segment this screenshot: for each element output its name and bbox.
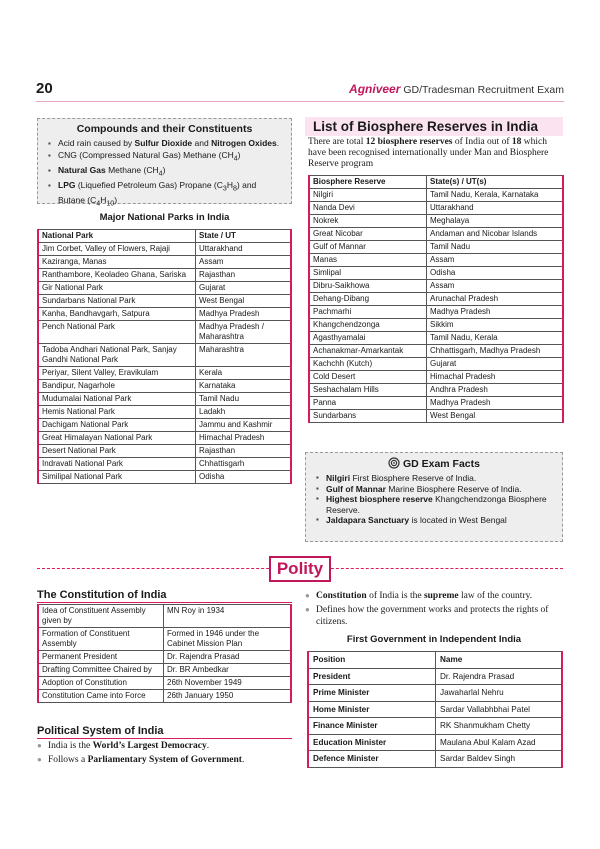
biosphere-title: List of Biosphere Reserves in India xyxy=(305,117,563,136)
table-cell: Rajasthan xyxy=(196,269,292,282)
table-row xyxy=(309,358,563,371)
table-cell: Formation of Constituent Assembly xyxy=(38,628,164,651)
table-cell: Dr. BR Ambedkar xyxy=(164,664,292,677)
table-cell: Prime Minister xyxy=(308,685,436,702)
table-cell: Gujarat xyxy=(427,358,564,371)
table-cell: Nokrek xyxy=(309,215,427,228)
table-cell: West Bengal xyxy=(196,295,292,308)
table-cell: President xyxy=(308,668,436,685)
table-cell: 26th November 1949 xyxy=(164,677,292,690)
table-cell: Sardar Baldev Singh xyxy=(436,751,563,768)
biosphere-intro: There are total 12 biosphere reserves of India out of 18 which have been recognised internationally under Man and Biosphere Reserve program xyxy=(308,137,549,169)
table-row xyxy=(38,677,291,690)
table-cell: Jammu and Kashmir xyxy=(196,419,292,432)
table-cell: Bandipur, Nagarhole xyxy=(38,380,196,393)
table-row xyxy=(38,256,291,269)
table-cell: Tamil Nadu xyxy=(196,393,292,406)
list-item: ▪ LPG (Liquefied Petroleum Gas) Propane $(C_3H_8)$ and Butane $(C_4H_{10})$ xyxy=(58,180,283,210)
table-cell: Mudumalai National Park xyxy=(38,393,196,406)
compounds-title: Compounds and their Constituents xyxy=(76,123,253,135)
table-cell: Himachal Pradesh xyxy=(427,371,564,384)
list-item: ▪ Highest biosphere reserve Khangchendzonga Biosphere Reserve. xyxy=(326,494,554,515)
table-cell: Adoption of Constitution xyxy=(38,677,164,690)
table-cell: RK Shanmukham Chetty xyxy=(436,718,563,735)
table-cell: Madhya Pradesh xyxy=(427,397,564,410)
table-cell: Uttarakhand xyxy=(196,243,292,256)
list-item: ▪ Nilgiri First Biosphere Reserve of India. xyxy=(326,473,554,484)
table-cell: Tadoba Andhari National Park, Sanjay Gandhi National Park xyxy=(38,344,196,367)
table-row xyxy=(38,282,291,295)
table-cell: Pachmarhi xyxy=(309,306,427,319)
list-item: ● Follows a Parliamentary System of Government. xyxy=(37,753,297,767)
list-item: ▪ Acid rain caused by Sulfur Dioxide and Nitrogen Oxides. xyxy=(58,138,283,150)
table-cell: Defence Minister xyxy=(308,751,436,768)
table-cell: Kanha, Bandhavgarh, Satpura xyxy=(38,308,196,321)
table-row xyxy=(309,202,563,215)
table-cell: Meghalaya xyxy=(427,215,564,228)
table-cell: Seshachalam Hills xyxy=(309,384,427,397)
table-cell: West Bengal xyxy=(427,410,564,423)
table-cell: Constitution Came into Force xyxy=(38,690,164,703)
table-cell: Odisha xyxy=(196,471,292,484)
table-row xyxy=(309,384,563,397)
table-row xyxy=(38,605,291,628)
first-government-title: First Government in Independent India xyxy=(346,634,522,645)
table-row xyxy=(309,241,563,254)
column-header: Biosphere Reserve xyxy=(309,176,427,189)
table-cell: Andhra Pradesh xyxy=(427,384,564,397)
table-cell: Dr. Rajendra Prasad xyxy=(436,668,563,685)
compounds-list xyxy=(46,138,283,210)
constitution-points-list xyxy=(305,590,567,630)
table-row xyxy=(38,380,291,393)
constitution-table xyxy=(37,604,292,703)
table-cell: Maharashtra xyxy=(196,344,292,367)
table-cell: Chhattisgarh, Madhya Pradesh xyxy=(427,345,564,358)
table-header-row xyxy=(308,652,562,669)
column-header: State / UT xyxy=(196,230,292,243)
table-row xyxy=(308,685,562,702)
table-row xyxy=(309,293,563,306)
table-row xyxy=(38,295,291,308)
table-row xyxy=(309,228,563,241)
table-cell: Khangchendzonga xyxy=(309,319,427,332)
table-row xyxy=(308,734,562,751)
list-item: ▪ Jaldapara Sanctuary is located in West Bengal xyxy=(326,515,554,526)
table-cell: Uttarakhand xyxy=(427,202,564,215)
table-cell: Dr. Rajendra Prasad xyxy=(164,651,292,664)
target-icon xyxy=(388,458,400,470)
list-item: ▪ CNG (Compressed Natural Gas) Methane $(CH_4)$ xyxy=(58,150,283,165)
table-row xyxy=(309,319,563,332)
table-cell: Great Nicobar xyxy=(309,228,427,241)
table-cell: Rajasthan xyxy=(196,445,292,458)
table-cell: Dachigam National Park xyxy=(38,419,196,432)
list-item: ● Constitution of India is the supreme law of the country. xyxy=(305,590,567,602)
table-row xyxy=(38,344,291,367)
table-cell: Desert National Park xyxy=(38,445,196,458)
table-cell: Gulf of Mannar xyxy=(309,241,427,254)
table-cell: Formed in 1946 under the Cabinet Mission Plan xyxy=(164,628,292,651)
table-cell: Karnataka xyxy=(196,380,292,393)
constitution-title: The Constitution of India xyxy=(37,589,292,603)
table-cell: Agasthyamalai xyxy=(309,332,427,345)
biosphere-table xyxy=(308,175,564,423)
table-cell: Madhya Pradesh / Maharashtra xyxy=(196,321,292,344)
table-cell: 26th January 1950 xyxy=(164,690,292,703)
table-cell: Jim Corbet, Valley of Flowers, Rajaji xyxy=(38,243,196,256)
table-cell: Madhya Pradesh xyxy=(427,306,564,319)
table-cell: Maulana Abul Kalam Azad xyxy=(436,734,563,751)
table-cell: Sundarbans xyxy=(309,410,427,423)
running-header xyxy=(349,82,564,96)
table-cell: Jawaharlal Nehru xyxy=(436,685,563,702)
table-row xyxy=(309,215,563,228)
table-cell: Arunachal Pradesh xyxy=(427,293,564,306)
table-header-row xyxy=(309,176,563,189)
table-cell: Sundarbans National Park xyxy=(38,295,196,308)
exam-facts-box xyxy=(305,452,563,542)
brand-logo: Agniveer xyxy=(349,82,401,96)
table-row xyxy=(308,668,562,685)
header-divider xyxy=(36,101,564,102)
table-cell: Kaziranga, Manas xyxy=(38,256,196,269)
table-cell: Idea of Constituent Assembly given by xyxy=(38,605,164,628)
table-cell: Kerala xyxy=(196,367,292,380)
table-cell: Kachchh (Kutch) xyxy=(309,358,427,371)
column-header: Position xyxy=(308,652,436,669)
table-cell: Dehang-Dibang xyxy=(309,293,427,306)
table-row xyxy=(38,664,291,677)
table-cell: Assam xyxy=(427,280,564,293)
national-parks-title: Major National Parks in India xyxy=(99,212,230,223)
header-subtitle: GD/Tradesman Recruitment Exam xyxy=(403,84,564,96)
table-row xyxy=(38,269,291,282)
table-cell: Gir National Park xyxy=(38,282,196,295)
table-cell: Ranthambore, Keoladeo Ghana, Sariska xyxy=(38,269,196,282)
table-cell: Indravati National Park xyxy=(38,458,196,471)
table-row xyxy=(309,267,563,280)
exam-facts-title: GD Exam Facts xyxy=(402,458,480,470)
table-cell: Manas xyxy=(309,254,427,267)
political-system-list xyxy=(37,739,297,767)
compounds-box xyxy=(37,118,292,208)
table-row xyxy=(309,410,563,423)
table-row xyxy=(38,321,291,344)
table-row xyxy=(309,332,563,345)
table-row xyxy=(309,280,563,293)
table-cell: Periyar, Silent Valley, Eravikulam xyxy=(38,367,196,380)
table-header-row xyxy=(38,230,291,243)
table-cell: Nanda Devi xyxy=(309,202,427,215)
list-item: ● Defines how the government works and protects the rights of citizens. xyxy=(305,604,567,628)
political-system-title: Political System of India xyxy=(37,725,292,739)
table-row xyxy=(309,345,563,358)
table-row xyxy=(38,628,291,651)
table-row xyxy=(38,690,291,703)
polity-banner: Polity xyxy=(269,556,331,582)
table-cell: Permanent President xyxy=(38,651,164,664)
table-cell: Assam xyxy=(427,254,564,267)
table-row xyxy=(309,306,563,319)
table-cell: Andaman and Nicobar Islands xyxy=(427,228,564,241)
table-row xyxy=(38,458,291,471)
table-cell: Odisha xyxy=(427,267,564,280)
table-cell: Sardar Vallabhbhai Patel xyxy=(436,701,563,718)
column-header: National Park xyxy=(38,230,196,243)
table-cell: MN Roy in 1934 xyxy=(164,605,292,628)
table-row xyxy=(308,751,562,768)
column-header: Name xyxy=(436,652,563,669)
table-row xyxy=(38,651,291,664)
table-cell: Tamil Nadu, Kerala, Karnataka xyxy=(427,189,564,202)
table-cell: Gujarat xyxy=(196,282,292,295)
table-cell: Simlipal xyxy=(309,267,427,280)
table-row xyxy=(38,308,291,321)
table-cell: Education Minister xyxy=(308,734,436,751)
table-cell: Ladakh xyxy=(196,406,292,419)
table-cell: Pench National Park xyxy=(38,321,196,344)
table-cell: Similipal National Park xyxy=(38,471,196,484)
table-cell: Sikkim xyxy=(427,319,564,332)
exam-facts-heading xyxy=(314,457,554,470)
table-row xyxy=(38,393,291,406)
page-number: 20 xyxy=(36,80,53,97)
table-row xyxy=(38,445,291,458)
table-cell: Assam xyxy=(196,256,292,269)
column-header: State(s) / UT(s) xyxy=(427,176,564,189)
table-row xyxy=(308,718,562,735)
table-cell: Himachal Pradesh xyxy=(196,432,292,445)
table-row xyxy=(309,189,563,202)
table-cell: Great Himalayan National Park xyxy=(38,432,196,445)
table-row xyxy=(309,371,563,384)
table-row xyxy=(38,471,291,484)
exam-facts-list xyxy=(314,473,554,526)
table-row xyxy=(38,432,291,445)
table-cell: Cold Desert xyxy=(309,371,427,384)
list-item: ▪ Gulf of Mannar Marine Biosphere Reserve of India. xyxy=(326,484,554,495)
table-cell: Madhya Pradesh xyxy=(196,308,292,321)
first-government-table xyxy=(307,651,563,768)
list-item: ● India is the World’s Largest Democracy. xyxy=(37,739,297,753)
table-cell: Tamil Nadu, Kerala xyxy=(427,332,564,345)
table-row xyxy=(308,701,562,718)
national-parks-table xyxy=(37,229,292,484)
table-cell: Drafting Committee Chaired by xyxy=(38,664,164,677)
table-row xyxy=(309,254,563,267)
table-cell: Dibru-Saikhowa xyxy=(309,280,427,293)
table-cell: Tamil Nadu xyxy=(427,241,564,254)
table-cell: Finance Minister xyxy=(308,718,436,735)
table-cell: Hemis National Park xyxy=(38,406,196,419)
table-cell: Chhattisgarh xyxy=(196,458,292,471)
table-row xyxy=(38,243,291,256)
list-item: ▪ Natural Gas Methane $(CH_4)$ xyxy=(58,165,283,180)
table-cell: Panna xyxy=(309,397,427,410)
table-cell: Achanakmar-Amarkantak xyxy=(309,345,427,358)
table-row xyxy=(38,419,291,432)
table-cell: Home Minister xyxy=(308,701,436,718)
table-row xyxy=(38,367,291,380)
table-cell: Nilgiri xyxy=(309,189,427,202)
table-row xyxy=(309,397,563,410)
table-row xyxy=(38,406,291,419)
